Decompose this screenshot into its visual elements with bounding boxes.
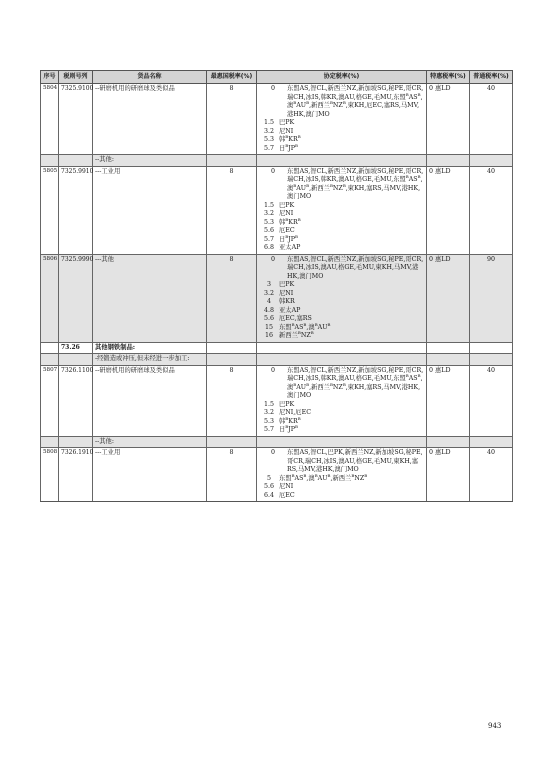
agreement-partners: 东盟AS,智CL,巴PK,新西兰NZ,新加坡SG,秘PE,哥CR,瑞CH,冰IS,澳AU,格GE,毛MU,柬KH,塞RS,马MV,港HK,澳门MO	[287, 449, 423, 473]
cell-code	[59, 436, 93, 448]
cell-name: --其他:	[93, 436, 207, 448]
cell-code: 7326.1910	[59, 448, 93, 502]
cell-special: 0 惠LD	[427, 448, 470, 502]
tariff-document	[40, 70, 512, 502]
agreement-rate: 1.5	[263, 201, 274, 209]
agreement-rate: 0	[270, 366, 275, 374]
cell-general: 40	[470, 448, 513, 502]
header-name: 货品名称	[93, 71, 207, 84]
agreement-line	[259, 119, 424, 128]
agreement-line	[259, 133, 424, 145]
agreement-partners: 东盟AS,智CL,新西兰NZ,新加坡SG,秘PE,哥CR,瑞CH,冰IS,韩KR,澳AU,格GE,毛MU,东盟$^BAS^B$,澳$^BAU^B$,新西兰$^BNZ^B$,柬KH,塞RS,马MV,港HK,澳门MO	[287, 366, 424, 399]
agreement-rate: 3.2	[263, 127, 274, 135]
header-agreement: 协定税率(%)	[257, 71, 427, 84]
cell-agreement	[257, 436, 427, 448]
cell-mfn: 8	[207, 84, 257, 155]
agreement-rate: 5.7	[263, 426, 274, 433]
agreement-partners: 尼NI	[279, 289, 294, 297]
table-row	[41, 84, 513, 155]
agreement-partners: 尼NI	[279, 127, 294, 135]
cell-general	[470, 155, 513, 167]
agreement-line	[259, 367, 424, 401]
agreement-line	[259, 298, 424, 307]
agreement-partners: 新西兰$^BNZ^B$	[279, 329, 314, 339]
table-row	[41, 448, 513, 502]
agreement-line	[259, 281, 424, 290]
agreement-partners: 东盟AS,智CL,新西兰NZ,新加坡SG,秘PE,哥CR,瑞CH,冰IS,澳AU,格GE,毛MU,柬KH,马MV,港HK,澳门MO	[287, 255, 424, 280]
cell-special	[427, 354, 470, 366]
agreement-rate: 5.3	[263, 218, 274, 226]
header-general: 普通税率(%)	[470, 71, 513, 84]
agreement-rate: 5.6	[263, 315, 274, 322]
agreement-line	[259, 256, 424, 282]
page-number: 943	[488, 722, 502, 730]
agreement-partners: 东盟AS,智CL,新西兰NZ,新加坡SG,秘PE,哥CR,瑞CH,冰IS,韩KR,澳AU,格GE,毛MU,东盟$^BAS^B$,澳$^BAU^B$,新西兰$^BNZ^B$,柬KH,塞RS,马MV,港HK,澳门MO	[287, 167, 424, 200]
agreement-line	[259, 492, 424, 501]
agreement-line	[259, 128, 424, 137]
cell-special	[427, 342, 470, 354]
agreement-rate: 3.2	[263, 289, 274, 297]
agreement-rate: 15	[264, 323, 273, 331]
agreement-partners: 亚太AP	[279, 244, 301, 251]
cell-mfn	[207, 436, 257, 448]
header-special: 特惠税率(%)	[427, 71, 470, 84]
agreement-line	[259, 409, 424, 418]
header-seq: 序号	[41, 71, 59, 84]
cell-general	[470, 354, 513, 366]
cell-name: --其他:	[93, 155, 207, 167]
agreement-partners: 巴PK	[279, 201, 295, 209]
agreement-rate: 3.2	[263, 210, 274, 217]
cell-agreement	[257, 84, 427, 155]
agreement-line	[259, 202, 424, 211]
cell-special: 0 惠LD	[427, 254, 470, 342]
agreement-partners: 韩$^BKR^B$	[279, 216, 301, 226]
agreement-line	[259, 233, 424, 245]
cell-name: ---工业用	[93, 166, 207, 254]
cell-seq: 5806	[41, 254, 59, 342]
agreement-partners: 东盟$^BAS^B$,澳$^BAU^B$	[279, 321, 331, 331]
cell-mfn: 8	[207, 365, 257, 436]
group-row	[41, 436, 513, 448]
agreement-partners: 尼NI,厄EC	[279, 409, 312, 416]
agreement-partners: 日$^BJP^B$	[279, 142, 298, 152]
cell-agreement	[257, 354, 427, 366]
agreement-partners: 东盟AS,智CL,新西兰NZ,新加坡SG,秘PE,哥CR,瑞CH,冰IS,韩KR,澳AU,格GE,毛MU,东盟$^BAS^B$,澳$^BAU^B$,新西兰$^BNZ^B$,柬KH,厄EC,塞RS,马MV,港HK,澳门MO	[287, 85, 424, 118]
cell-seq: 5804	[41, 84, 59, 155]
cell-name: ---工业用	[93, 448, 207, 502]
cell-seq	[41, 354, 59, 366]
agreement-rate: 5	[266, 474, 271, 482]
agreement-rate: 4.8	[263, 306, 274, 314]
agreement-line	[259, 244, 424, 253]
agreement-line	[259, 483, 424, 492]
cell-seq: 5808	[41, 448, 59, 502]
cell-mfn: 8	[207, 448, 257, 502]
agreement-partners: 亚太AP	[279, 306, 301, 314]
agreement-partners: 厄EC,塞RS	[279, 315, 312, 322]
agreement-line	[259, 168, 424, 202]
agreement-line	[259, 329, 424, 341]
cell-name: ---其他	[93, 254, 207, 342]
cell-general: 40	[470, 365, 513, 436]
agreement-partners: 韩KR	[279, 298, 295, 305]
agreement-line	[259, 415, 424, 427]
cell-special	[427, 436, 470, 448]
agreement-line	[259, 85, 424, 119]
agreement-partners: 尼NI	[279, 483, 294, 490]
agreement-partners: 韩$^BKR^B$	[279, 415, 301, 425]
agreement-rate: 5.6	[263, 483, 274, 490]
tariff-table	[40, 70, 513, 502]
cell-agreement	[257, 166, 427, 254]
cell-general: 40	[470, 84, 513, 155]
agreement-rate: 1.5	[263, 119, 274, 126]
agreement-rate: 5.3	[263, 136, 274, 143]
agreement-rate: 5.3	[263, 417, 274, 425]
cell-mfn	[207, 354, 257, 366]
heading-row	[41, 342, 513, 354]
table-row	[41, 254, 513, 342]
agreement-line	[259, 449, 424, 475]
agreement-rate: 0	[270, 255, 275, 263]
cell-agreement	[257, 254, 427, 342]
header-mfn: 最惠国税率(%)	[207, 71, 257, 84]
agreement-partners: 厄EC	[279, 491, 295, 499]
agreement-partners: 东盟$^BAS^B$,澳$^BAU^B$,新西兰$^BNZ^B$	[279, 472, 368, 482]
agreement-partners: 厄EC	[279, 227, 295, 234]
agreement-rate: 0	[270, 167, 275, 175]
cell-name: --研磨机用的研磨球及类似品	[93, 84, 207, 155]
agreement-line	[259, 216, 424, 228]
cell-general: 90	[470, 254, 513, 342]
agreement-rate: 3.2	[263, 409, 274, 416]
cell-seq	[41, 436, 59, 448]
cell-mfn	[207, 155, 257, 167]
cell-name: -经锻造或冲压,但未经进一步加工:	[93, 354, 207, 366]
cell-agreement	[257, 448, 427, 502]
cell-seq	[41, 155, 59, 167]
table-header-row	[41, 71, 513, 84]
cell-special: 0 惠LD	[427, 365, 470, 436]
cell-mfn	[207, 342, 257, 354]
agreement-rate: 0	[270, 449, 275, 456]
agreement-rate: 5.7	[263, 235, 274, 243]
header-code: 税则号列	[59, 71, 93, 84]
agreement-partners: 日$^BJP^B$	[279, 233, 298, 243]
agreement-partners: 韩$^BKR^B$	[279, 133, 301, 143]
cell-name: --研磨机用的研磨球及类似品	[93, 365, 207, 436]
cell-agreement	[257, 365, 427, 436]
cell-seq: 5807	[41, 365, 59, 436]
agreement-line	[259, 321, 424, 333]
tariff-body	[41, 84, 513, 502]
agreement-rate: 0	[270, 85, 275, 92]
group-row	[41, 354, 513, 366]
agreement-line	[259, 472, 424, 484]
agreement-rate: 6.8	[263, 244, 274, 251]
cell-special	[427, 155, 470, 167]
agreement-line	[259, 227, 424, 236]
agreement-partners: 巴PK	[279, 281, 295, 288]
cell-special: 0 惠LD	[427, 84, 470, 155]
group-row	[41, 155, 513, 167]
agreement-rate: 4	[266, 298, 271, 305]
agreement-line	[259, 315, 424, 324]
agreement-partners: 尼NI	[279, 210, 294, 217]
cell-code: 7325.9910	[59, 166, 93, 254]
agreement-line	[259, 423, 424, 435]
cell-code	[59, 155, 93, 167]
agreement-line	[259, 142, 424, 154]
agreement-line	[259, 290, 424, 299]
agreement-partners: 巴PK	[279, 400, 295, 408]
cell-seq: 5805	[41, 166, 59, 254]
cell-general: 40	[470, 166, 513, 254]
cell-mfn: 8	[207, 254, 257, 342]
agreement-line	[259, 401, 424, 410]
cell-code: 7326.1100	[59, 365, 93, 436]
agreement-partners: 巴PK	[279, 119, 295, 126]
cell-agreement	[257, 155, 427, 167]
agreement-line	[259, 307, 424, 316]
agreement-line	[259, 210, 424, 219]
table-row	[41, 365, 513, 436]
cell-general	[470, 436, 513, 448]
cell-code: 7325.9100	[59, 84, 93, 155]
agreement-rate: 3	[266, 281, 271, 288]
cell-code: 73.26	[59, 342, 93, 354]
cell-general	[470, 342, 513, 354]
agreement-rate: 5.6	[263, 227, 274, 234]
cell-mfn: 8	[207, 166, 257, 254]
agreement-rate: 5.7	[263, 144, 274, 152]
agreement-rate: 1.5	[263, 400, 274, 408]
agreement-partners: 日$^BJP^B$	[279, 423, 298, 433]
agreement-rate: 6.4	[263, 491, 274, 499]
cell-code: 7325.9990	[59, 254, 93, 342]
table-row	[41, 166, 513, 254]
cell-code	[59, 354, 93, 366]
cell-special: 0 惠LD	[427, 166, 470, 254]
agreement-rate: 16	[264, 332, 273, 339]
cell-seq	[41, 342, 59, 354]
cell-name: 其他钢铁制品:	[93, 342, 207, 354]
cell-agreement	[257, 342, 427, 354]
